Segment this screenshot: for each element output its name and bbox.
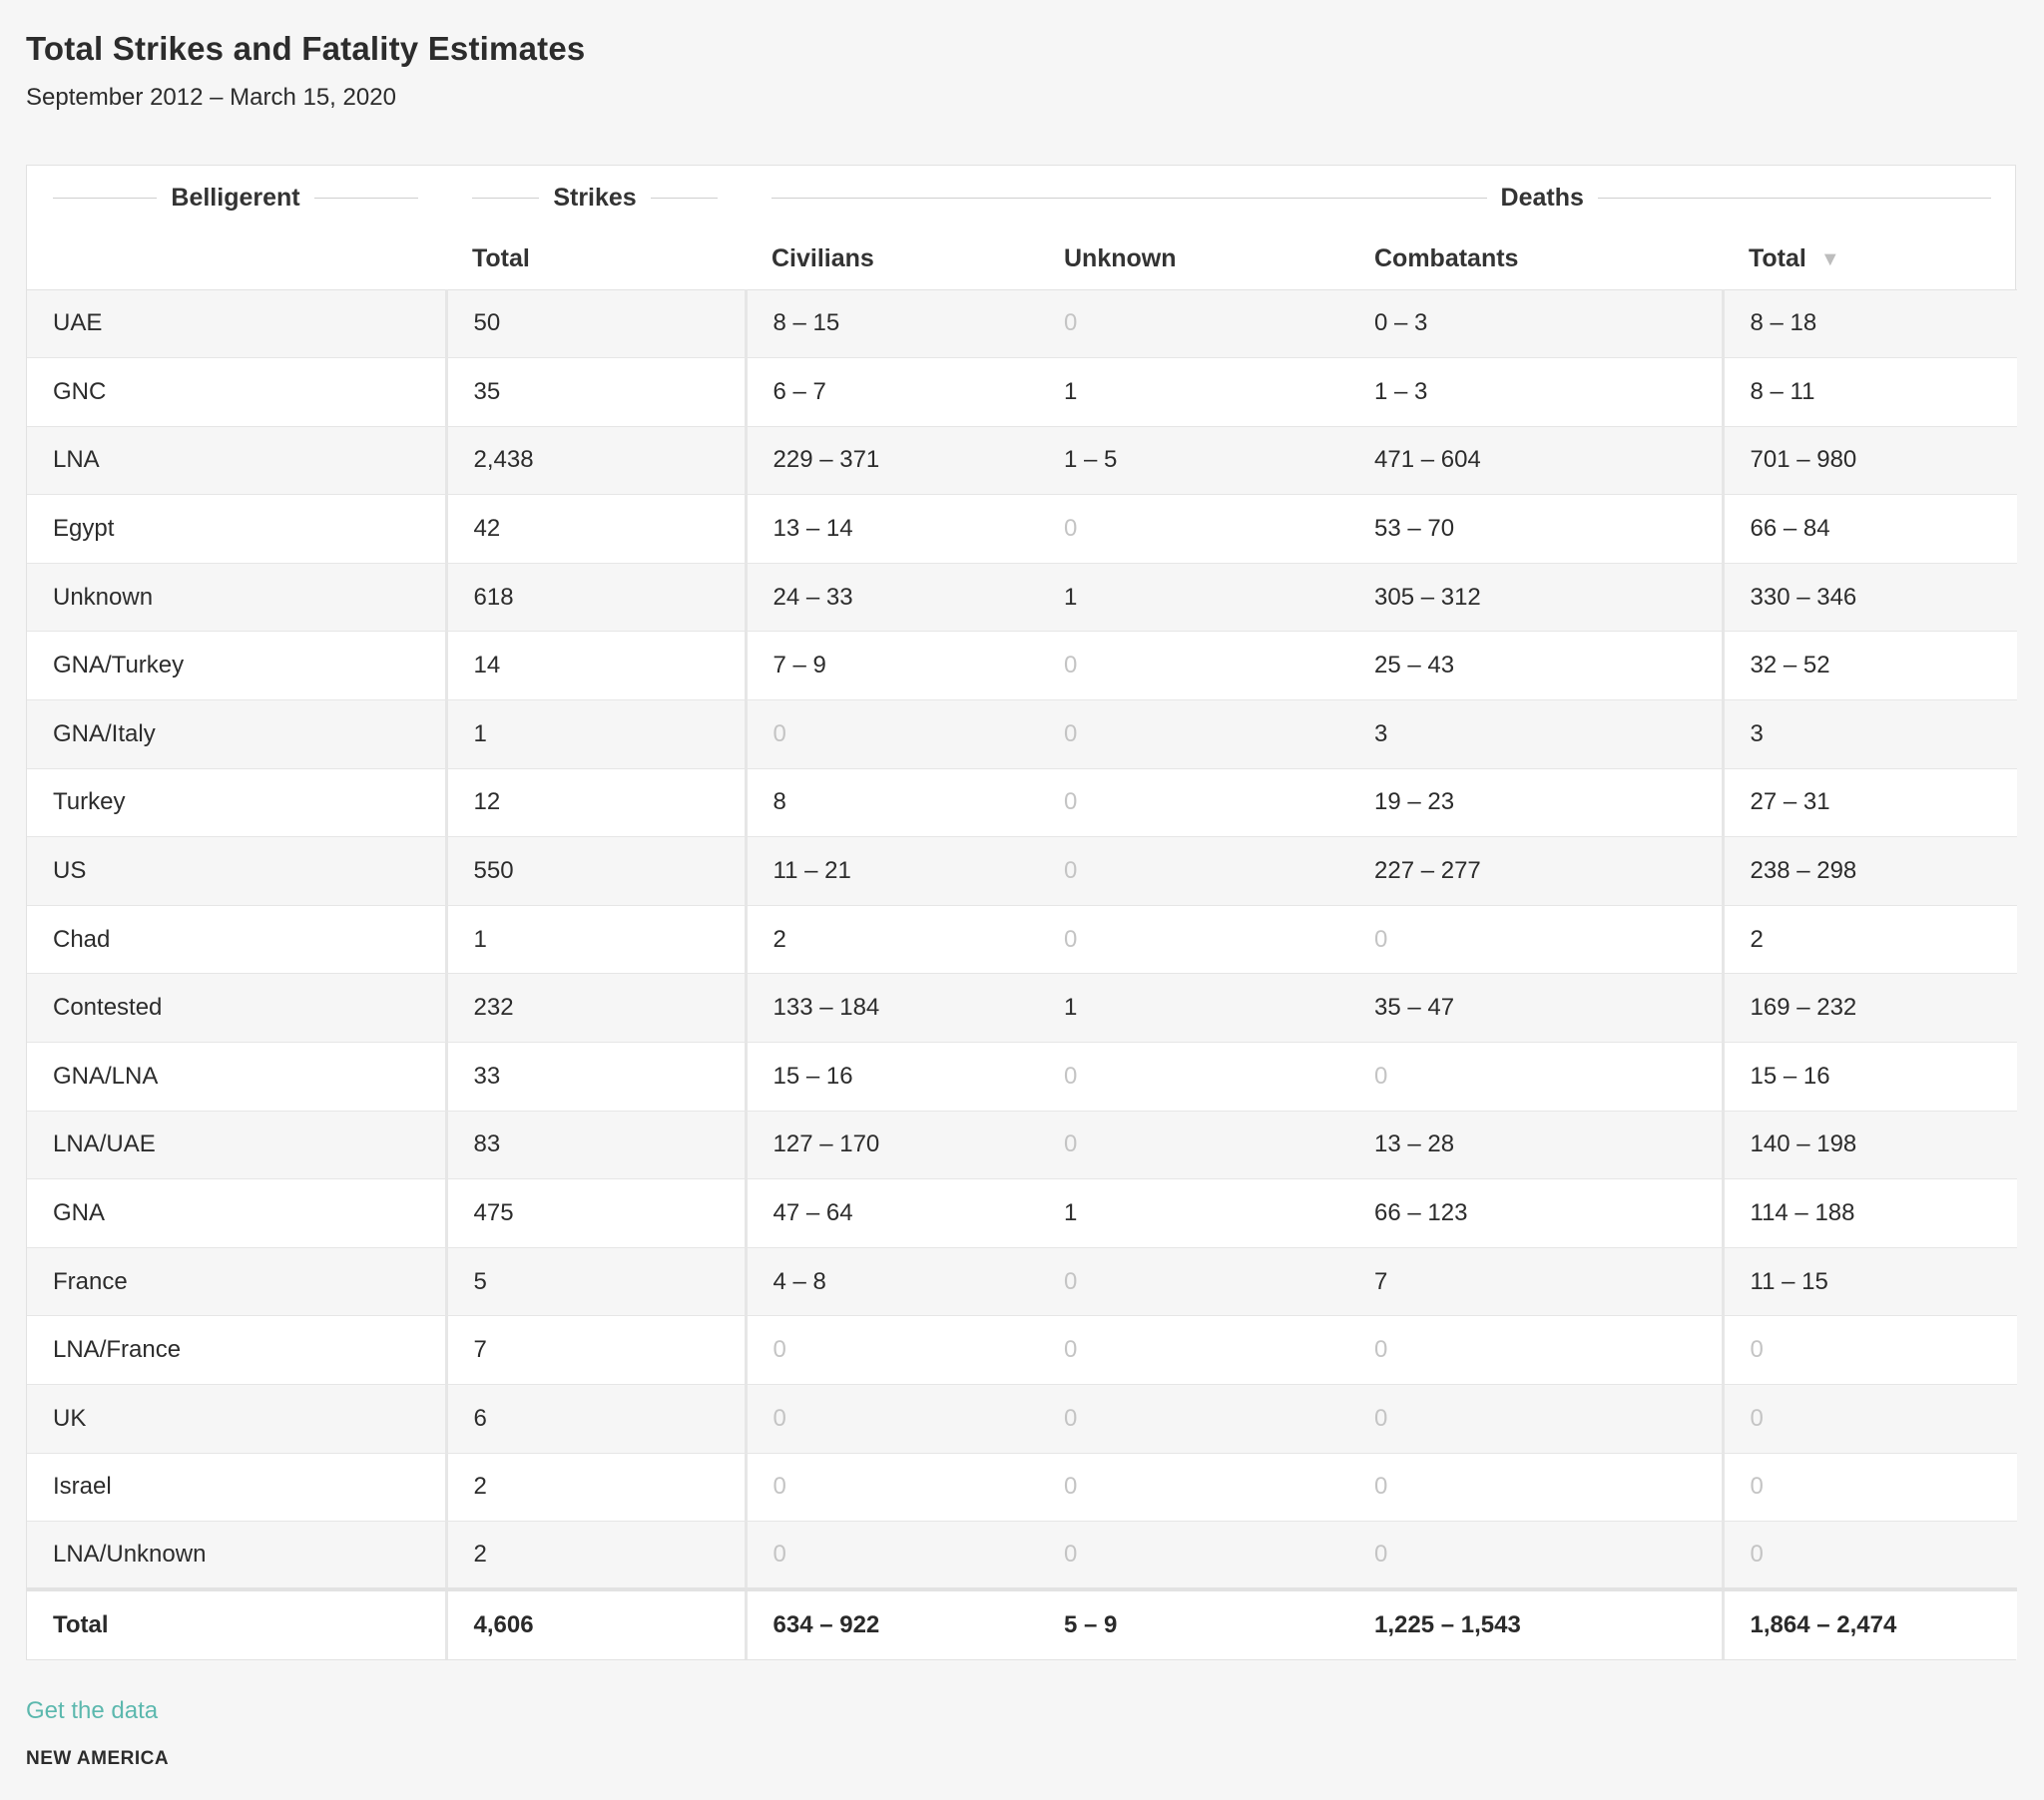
total-deaths: 1,864 – 2,474 — [1723, 1589, 2017, 1659]
cell-combatants: 53 – 70 — [1348, 495, 1723, 564]
cell-combatants: 66 – 123 — [1348, 1179, 1723, 1248]
cell-civilians: 8 — [746, 768, 1038, 837]
table-body — [27, 289, 2017, 1589]
cell-strikes: 2,438 — [446, 426, 746, 495]
table-row — [27, 1247, 2017, 1316]
cell-civilians: 6 – 7 — [746, 358, 1038, 427]
cell-deaths-total: 0 — [1723, 1385, 2017, 1454]
cell-unknown: 0 — [1038, 768, 1348, 837]
cell-belligerent: UAE — [27, 289, 446, 358]
cell-belligerent: Turkey — [27, 768, 446, 837]
divider — [314, 198, 418, 199]
cell-civilians: 15 – 16 — [746, 1043, 1038, 1112]
cell-civilians: 47 – 64 — [746, 1179, 1038, 1248]
divider — [53, 198, 157, 199]
total-civilians: 634 – 922 — [746, 1589, 1038, 1659]
cell-combatants: 35 – 47 — [1348, 974, 1723, 1043]
cell-deaths-total: 0 — [1723, 1316, 2017, 1385]
cell-deaths-total: 66 – 84 — [1723, 495, 2017, 564]
table-row — [27, 426, 2017, 495]
cell-belligerent: GNA/LNA — [27, 1043, 446, 1112]
cell-strikes: 2 — [446, 1453, 746, 1522]
group-header-row — [27, 166, 2017, 229]
table-row — [27, 563, 2017, 632]
group-label: Strikes — [553, 183, 637, 212]
cell-combatants: 0 — [1348, 1385, 1723, 1454]
cell-combatants: 19 – 23 — [1348, 768, 1723, 837]
cell-strikes: 12 — [446, 768, 746, 837]
cell-unknown: 1 — [1038, 358, 1348, 427]
strikes-table — [27, 166, 2017, 1659]
divider — [771, 198, 1487, 199]
cell-unknown: 0 — [1038, 495, 1348, 564]
cell-civilians: 4 – 8 — [746, 1247, 1038, 1316]
cell-civilians: 127 – 170 — [746, 1111, 1038, 1179]
table-row — [27, 1385, 2017, 1454]
column-header-row — [27, 229, 2017, 289]
group-header-strikes — [446, 166, 746, 229]
cell-belligerent: Contested — [27, 974, 446, 1043]
cell-strikes: 1 — [446, 700, 746, 769]
cell-combatants: 7 — [1348, 1247, 1723, 1316]
cell-combatants: 13 – 28 — [1348, 1111, 1723, 1179]
cell-civilians: 11 – 21 — [746, 837, 1038, 906]
total-combatants: 1,225 – 1,543 — [1348, 1589, 1723, 1659]
cell-deaths-total: 3 — [1723, 700, 2017, 769]
cell-unknown: 0 — [1038, 289, 1348, 358]
cell-deaths-total: 0 — [1723, 1453, 2017, 1522]
cell-unknown: 1 – 5 — [1038, 426, 1348, 495]
cell-combatants: 0 — [1348, 905, 1723, 974]
total-label: Total — [27, 1589, 446, 1659]
cell-combatants: 0 — [1348, 1522, 1723, 1590]
group-label: Belligerent — [171, 183, 300, 212]
cell-civilians: 7 – 9 — [746, 632, 1038, 700]
cell-strikes: 1 — [446, 905, 746, 974]
cell-civilians: 0 — [746, 700, 1038, 769]
group-label: Deaths — [1500, 183, 1584, 212]
cell-civilians: 8 – 15 — [746, 289, 1038, 358]
cell-unknown: 0 — [1038, 700, 1348, 769]
cell-deaths-total: 15 – 16 — [1723, 1043, 2017, 1112]
cell-unknown: 0 — [1038, 1453, 1348, 1522]
table-row — [27, 358, 2017, 427]
sort-descending-icon[interactable]: ▼ — [1819, 248, 1840, 271]
table-row — [27, 700, 2017, 769]
total-strikes: 4,606 — [446, 1589, 746, 1659]
cell-deaths-total: 8 – 11 — [1723, 358, 2017, 427]
cell-strikes: 5 — [446, 1247, 746, 1316]
table-row — [27, 1179, 2017, 1248]
cell-strikes: 232 — [446, 974, 746, 1043]
cell-combatants: 1 – 3 — [1348, 358, 1723, 427]
cell-unknown: 0 — [1038, 1111, 1348, 1179]
cell-deaths-total: 330 – 346 — [1723, 563, 2017, 632]
cell-civilians: 0 — [746, 1385, 1038, 1454]
cell-deaths-total: 11 – 15 — [1723, 1247, 2017, 1316]
table-row — [27, 837, 2017, 906]
totals-row — [27, 1589, 2017, 1659]
cell-belligerent: US — [27, 837, 446, 906]
brand-logo-text: NEW AMERICA — [26, 1748, 170, 1769]
cell-civilians: 133 – 184 — [746, 974, 1038, 1043]
cell-strikes: 2 — [446, 1522, 746, 1590]
cell-strikes: 33 — [446, 1043, 746, 1112]
divider — [1598, 198, 1991, 199]
cell-unknown: 1 — [1038, 974, 1348, 1043]
cell-belligerent: Israel — [27, 1453, 446, 1522]
table-row — [27, 1316, 2017, 1385]
cell-unknown: 0 — [1038, 1247, 1348, 1316]
cell-belligerent: LNA/Unknown — [27, 1522, 446, 1590]
table-row — [27, 1453, 2017, 1522]
cell-civilians: 13 – 14 — [746, 495, 1038, 564]
cell-strikes: 14 — [446, 632, 746, 700]
cell-civilians: 0 — [746, 1316, 1038, 1385]
table-row — [27, 289, 2017, 358]
cell-strikes: 35 — [446, 358, 746, 427]
cell-deaths-total: 32 – 52 — [1723, 632, 2017, 700]
group-header-belligerent — [27, 166, 446, 229]
cell-strikes: 618 — [446, 563, 746, 632]
cell-combatants: 25 – 43 — [1348, 632, 1723, 700]
cell-belligerent: LNA/France — [27, 1316, 446, 1385]
cell-strikes: 83 — [446, 1111, 746, 1179]
cell-unknown: 0 — [1038, 905, 1348, 974]
cell-belligerent: GNC — [27, 358, 446, 427]
cell-belligerent: UK — [27, 1385, 446, 1454]
cell-unknown: 0 — [1038, 1385, 1348, 1454]
cell-deaths-total: 169 – 232 — [1723, 974, 2017, 1043]
group-header-deaths — [746, 166, 2017, 229]
cell-belligerent: Chad — [27, 905, 446, 974]
cell-deaths-total: 8 – 18 — [1723, 289, 2017, 358]
page-subtitle: September 2012 – March 15, 2020 — [26, 84, 396, 111]
cell-combatants: 0 — [1348, 1453, 1723, 1522]
cell-civilians: 2 — [746, 905, 1038, 974]
cell-belligerent: Unknown — [27, 563, 446, 632]
column-header-combatants[interactable]: Combatants — [1348, 229, 1723, 289]
divider — [472, 198, 539, 199]
table-row — [27, 768, 2017, 837]
cell-deaths-total: 2 — [1723, 905, 2017, 974]
cell-combatants: 305 – 312 — [1348, 563, 1723, 632]
cell-civilians: 24 – 33 — [746, 563, 1038, 632]
page-title: Total Strikes and Fatality Estimates — [26, 30, 586, 67]
table-row — [27, 632, 2017, 700]
cell-combatants: 471 – 604 — [1348, 426, 1723, 495]
cell-strikes: 6 — [446, 1385, 746, 1454]
cell-deaths-total: 0 — [1723, 1522, 2017, 1590]
cell-belligerent: GNA/Italy — [27, 700, 446, 769]
divider — [651, 198, 718, 199]
cell-strikes: 50 — [446, 289, 746, 358]
cell-deaths-total: 238 – 298 — [1723, 837, 2017, 906]
table-row — [27, 1043, 2017, 1112]
table-row — [27, 905, 2017, 974]
cell-civilians: 0 — [746, 1522, 1038, 1590]
cell-belligerent: GNA/Turkey — [27, 632, 446, 700]
cell-unknown: 0 — [1038, 1316, 1348, 1385]
table-row — [27, 1522, 2017, 1590]
cell-deaths-total: 701 – 980 — [1723, 426, 2017, 495]
cell-belligerent: France — [27, 1247, 446, 1316]
cell-strikes: 7 — [446, 1316, 746, 1385]
cell-unknown: 0 — [1038, 837, 1348, 906]
strikes-table-container — [26, 165, 2016, 1660]
cell-belligerent: Egypt — [27, 495, 446, 564]
cell-deaths-total: 140 – 198 — [1723, 1111, 2017, 1179]
table-row — [27, 974, 2017, 1043]
column-header-civilians[interactable]: Civilians — [746, 229, 1038, 289]
cell-unknown: 1 — [1038, 1179, 1348, 1248]
cell-strikes: 42 — [446, 495, 746, 564]
cell-combatants: 0 — [1348, 1043, 1723, 1112]
cell-strikes: 475 — [446, 1179, 746, 1248]
column-header-unknown[interactable]: Unknown — [1038, 229, 1348, 289]
cell-deaths-total: 27 – 31 — [1723, 768, 2017, 837]
get-the-data-link[interactable]: Get the data — [26, 1697, 159, 1724]
cell-unknown: 0 — [1038, 632, 1348, 700]
cell-combatants: 0 — [1348, 1316, 1723, 1385]
table-row — [27, 1111, 2017, 1179]
cell-unknown: 0 — [1038, 1043, 1348, 1112]
table-row — [27, 495, 2017, 564]
cell-unknown: 1 — [1038, 563, 1348, 632]
total-unknown: 5 – 9 — [1038, 1589, 1348, 1659]
cell-belligerent: LNA/UAE — [27, 1111, 446, 1179]
cell-belligerent: GNA — [27, 1179, 446, 1248]
column-header-deaths-total[interactable] — [1723, 229, 2017, 289]
cell-strikes: 550 — [446, 837, 746, 906]
cell-civilians: 0 — [746, 1453, 1038, 1522]
cell-combatants: 0 – 3 — [1348, 289, 1723, 358]
cell-unknown: 0 — [1038, 1522, 1348, 1590]
column-header-label: Total — [1749, 244, 1806, 273]
cell-combatants: 3 — [1348, 700, 1723, 769]
column-header-belligerent[interactable] — [27, 229, 446, 289]
cell-civilians: 229 – 371 — [746, 426, 1038, 495]
cell-deaths-total: 114 – 188 — [1723, 1179, 2017, 1248]
column-header-strikes-total[interactable]: Total — [446, 229, 746, 289]
cell-belligerent: LNA — [27, 426, 446, 495]
cell-combatants: 227 – 277 — [1348, 837, 1723, 906]
